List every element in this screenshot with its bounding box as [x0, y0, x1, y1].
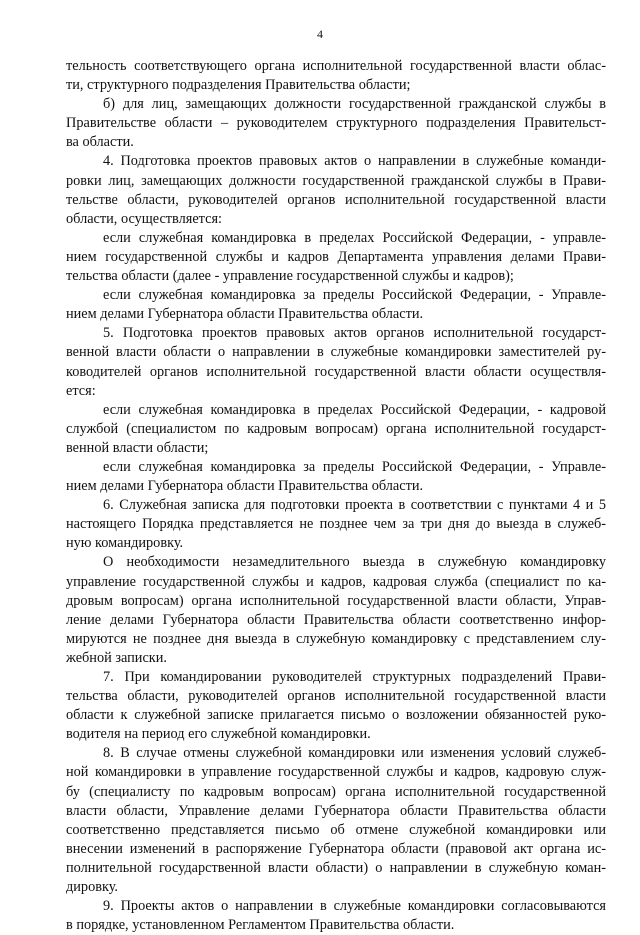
document-body [66, 57, 606, 935]
text-line: полнительной государственной власти области) о направлении в служебную коман- [66, 859, 606, 876]
text-line: нием государственной службы и кадров Департамента управления делами Прави- [66, 248, 606, 265]
text-line: ва области. [66, 134, 134, 151]
text-line: Правительстве области – руководителем структурного подразделения Правительст- [66, 115, 606, 132]
text-line: О необходимости незамедлительного выезда в служебную командировку [103, 554, 606, 571]
text-line: если служебная командировка за пределы Российской Федерации, - Управле- [103, 287, 606, 304]
text-line: области к служебной записке прилагается письмо о возложении обязанностей руко- [66, 707, 606, 724]
text-line: ководителей органов исполнительной государственной власти области осуществля- [66, 363, 606, 380]
text-line: венной власти области о направлении в служебные командировки заместителей ру- [66, 344, 606, 361]
text-line: мируются не позднее дня выезда в служебную командировку с представлением слу- [66, 630, 606, 647]
paragraph [66, 897, 606, 935]
text-line: бу (специалисту по кадровым вопросам) органа исполнительной государственной [66, 783, 606, 800]
paragraph [66, 286, 606, 324]
paragraph [66, 57, 606, 95]
paragraph [66, 496, 606, 553]
text-line: управление государственной службы и кадров, кадровая служба (специалист по ка- [66, 573, 606, 590]
text-line: если служебная командировка в пределах Российской Федерации, - кадровой [103, 401, 606, 418]
text-line: 9. Проекты актов о направлении в служебные командировки согласовываются [103, 898, 606, 915]
text-line: соответственно представляется письмо об отмене служебной командировки или [66, 821, 606, 838]
text-line: 8. В случае отмены служебной командировки или изменения условий служеб- [103, 745, 606, 762]
paragraph [66, 553, 606, 668]
text-line: ровки лиц, замещающих должности государственной гражданской службы в Прави- [66, 172, 606, 189]
text-line: ти, структурного подразделения Правительства области; [66, 77, 411, 94]
text-line: тельства области (далее - управление государственной службы и кадров); [66, 268, 514, 285]
text-line: 5. Подготовка проектов правовых актов органов исполнительной государст- [103, 325, 606, 342]
page-number: 4 [317, 27, 323, 41]
paragraph [66, 744, 606, 897]
text-line: настоящего Порядка представляется не позднее чем за три дня до выезда в служеб- [66, 516, 606, 533]
text-line: ную командировку. [66, 535, 184, 552]
text-line: если служебная командировка за пределы Российской Федерации, - Управле- [103, 458, 606, 475]
paragraph [66, 324, 606, 400]
paragraph [66, 401, 606, 458]
text-line: области, осуществляется: [66, 210, 222, 227]
text-line: тельстве области, руководителей органов исполнительной государственной власти [66, 191, 606, 208]
text-line: ной командировки в управление государственной службы и кадров, кадровую служ- [66, 764, 606, 781]
text-line: венной власти области; [66, 439, 209, 456]
text-line: водителя на период его служебной командировки. [66, 726, 371, 743]
text-line: 7. При командировании руководителей структурных подразделений Прави- [103, 669, 606, 685]
text-line: ление делами Губернатора области Правительства области соответственно инфор- [66, 611, 606, 628]
text-line: службой (специалистом по кадровым вопросам) органа исполнительной государст- [66, 420, 606, 437]
paragraph [66, 668, 606, 744]
text-line: в порядке, установленном Регламентом Правительства области. [66, 917, 455, 934]
text-line: б) для лиц, замещающих должности государственной гражданской службы в [103, 96, 606, 113]
paragraph [66, 95, 606, 152]
text-line: 4. Подготовка проектов правовых актов о направлении в служебные команди- [103, 153, 606, 170]
text-line: нием делами Губернатора области Правительства области. [66, 478, 424, 495]
text-line: нием делами Губернатора области Правительства области. [66, 306, 424, 323]
paragraph [66, 229, 606, 286]
text-line: внесении изменений в распоряжение Губернатора области (правовой акт органа ис- [66, 840, 606, 857]
text-line: дировку. [66, 879, 119, 896]
text-line: если служебная командировка в пределах Российской Федерации, - управле- [103, 229, 606, 246]
text-line: тельства области, руководителей органов исполнительной государственной власти [66, 688, 606, 705]
text-line: власти области, Управление делами Губернатора области Правительства области [66, 802, 606, 819]
paragraph [66, 458, 606, 496]
text-line: 6. Служебная записка для подготовки проекта в соответствии с пунктами 4 и 5 [103, 497, 606, 514]
text-line: ется: [66, 382, 96, 399]
text-line: тельность соответствующего органа исполнительной государственной власти облас- [66, 58, 606, 74]
text-line: дровым вопросам) органа исполнительной государственной власти области, Управ- [66, 592, 606, 609]
text-line: жебной записки. [66, 649, 167, 666]
paragraph [66, 152, 606, 228]
